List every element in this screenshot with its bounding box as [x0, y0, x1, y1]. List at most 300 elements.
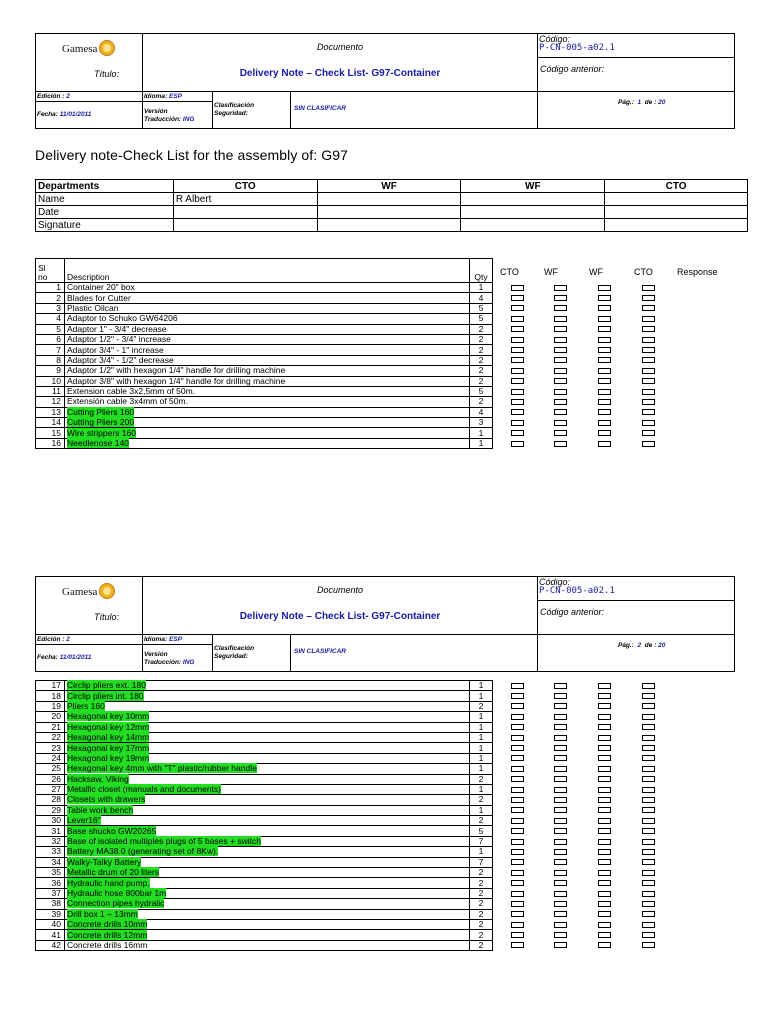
item-description [65, 428, 470, 438]
item-number: 41 [36, 930, 65, 940]
check-checkbox[interactable] [554, 901, 567, 907]
seguridad-label: Seguridad: [214, 110, 248, 117]
item-description-text: Needlenose 140 [67, 438, 129, 449]
item-qty: 1 [470, 847, 493, 857]
check-checkbox[interactable] [554, 295, 567, 301]
check-checkbox[interactable] [554, 818, 567, 824]
check-checkbox[interactable] [511, 285, 524, 291]
check-checkbox[interactable] [642, 285, 655, 291]
item-number: 40 [36, 919, 65, 929]
table-row [36, 283, 493, 293]
item-description [65, 878, 470, 888]
check-checkbox[interactable] [511, 347, 524, 353]
check-checkbox[interactable] [554, 285, 567, 291]
check-checkbox[interactable] [598, 766, 611, 772]
item-qty: 4 [470, 293, 493, 303]
check-checkbox[interactable] [554, 932, 567, 938]
check-checkbox[interactable] [642, 755, 655, 761]
item-qty: 2 [470, 930, 493, 940]
check-checkbox[interactable] [511, 797, 524, 803]
check-checkbox[interactable] [642, 337, 655, 343]
check-checkbox[interactable] [642, 357, 655, 363]
check-checkbox[interactable] [511, 880, 524, 886]
item-number: 27 [36, 784, 65, 794]
check-checkbox[interactable] [598, 797, 611, 803]
check-checkbox[interactable] [642, 714, 655, 720]
check-checkbox[interactable] [554, 766, 567, 772]
item-number: 26 [36, 774, 65, 784]
item-description [65, 324, 470, 334]
dept-cell [605, 206, 748, 219]
check-checkbox[interactable] [598, 441, 611, 447]
page-indicator: Pág.: 1 de : 20 [618, 99, 666, 106]
check-checkbox[interactable] [511, 368, 524, 374]
check-checkbox[interactable] [554, 839, 567, 845]
item-number: 36 [36, 878, 65, 888]
item-description-text: Cutting Pliers 160 [67, 406, 135, 417]
check-checkbox[interactable] [554, 703, 567, 709]
check-checkbox[interactable] [554, 368, 567, 374]
item-number: 3 [36, 303, 65, 313]
check-checkbox[interactable] [511, 430, 524, 436]
check-checkbox[interactable] [598, 399, 611, 405]
check-checkbox[interactable] [642, 880, 655, 886]
item-number: 29 [36, 805, 65, 815]
check-checkbox[interactable] [511, 818, 524, 824]
fecha-cell [36, 645, 143, 671]
check-checkbox[interactable] [642, 441, 655, 447]
check-checkbox[interactable] [511, 703, 524, 709]
check-checkbox[interactable] [511, 683, 524, 689]
check-checkbox[interactable] [554, 755, 567, 761]
table-row [36, 899, 493, 909]
check-checkbox[interactable] [642, 828, 655, 834]
clasificacion-value: SIN CLASIFICAR [294, 648, 346, 655]
check-checkbox[interactable] [554, 347, 567, 353]
check-checkbox[interactable] [642, 818, 655, 824]
check-checkbox[interactable] [554, 693, 567, 699]
check-checkbox[interactable] [598, 368, 611, 374]
dept-header: CTO [605, 180, 748, 193]
check-checkbox[interactable] [511, 420, 524, 426]
fecha-value: 11/01/2011 [59, 111, 92, 118]
idioma-value: ESP [168, 636, 182, 643]
check-checkbox[interactable] [642, 703, 655, 709]
check-checkbox[interactable] [554, 797, 567, 803]
check-checkbox[interactable] [598, 693, 611, 699]
check-checkbox[interactable] [511, 787, 524, 793]
check-checkbox[interactable] [511, 922, 524, 928]
check-checkbox[interactable] [598, 818, 611, 824]
check-checkbox[interactable] [642, 295, 655, 301]
dept-header: CTO [173, 180, 317, 193]
check-checkbox[interactable] [642, 409, 655, 415]
check-checkbox[interactable] [642, 326, 655, 332]
item-description-text: Metallic closet (manuals and documents) [67, 784, 222, 795]
item-qty: 2 [470, 899, 493, 909]
check-checkbox[interactable] [598, 316, 611, 322]
check-checkbox[interactable] [511, 755, 524, 761]
table-row [36, 324, 493, 334]
check-checkbox[interactable] [511, 316, 524, 322]
table-row [36, 732, 493, 742]
item-description-text: Cutting Pliers 200 [67, 417, 135, 428]
logo-cell [36, 577, 143, 635]
table-row [36, 407, 493, 417]
item-number: 24 [36, 753, 65, 763]
check-checkbox[interactable] [598, 285, 611, 291]
check-checkbox[interactable] [598, 409, 611, 415]
check-checkbox[interactable] [598, 942, 611, 948]
table-row [36, 345, 493, 355]
check-checkbox[interactable] [511, 932, 524, 938]
table-row [36, 386, 493, 396]
check-checkbox[interactable] [554, 859, 567, 865]
check-checkbox[interactable] [598, 430, 611, 436]
check-checkbox[interactable] [511, 745, 524, 751]
table-row [36, 857, 493, 867]
check-checkbox[interactable] [642, 849, 655, 855]
item-qty: 1 [470, 722, 493, 732]
item-description [65, 355, 470, 365]
item-description [65, 930, 470, 940]
check-checkbox[interactable] [642, 420, 655, 426]
check-checkbox[interactable] [554, 409, 567, 415]
check-checkbox[interactable] [598, 880, 611, 886]
check-checkbox[interactable] [554, 911, 567, 917]
check-checkbox[interactable] [511, 724, 524, 730]
item-number: 39 [36, 909, 65, 919]
table-row [36, 888, 493, 898]
check-checkbox[interactable] [554, 942, 567, 948]
item-qty: 2 [470, 868, 493, 878]
table-row [36, 397, 493, 407]
item-description [65, 940, 470, 950]
check-checkbox[interactable] [598, 420, 611, 426]
clasificacion-cell [213, 92, 291, 128]
check-checkbox[interactable] [554, 735, 567, 741]
check-checkbox[interactable] [554, 430, 567, 436]
check-checkbox[interactable] [554, 922, 567, 928]
table-row [36, 418, 493, 428]
traduccion-value: ING [182, 116, 195, 123]
check-checkbox[interactable] [554, 787, 567, 793]
check-checkbox[interactable] [511, 807, 524, 813]
item-qty: 1 [470, 732, 493, 742]
table-row [36, 701, 493, 711]
item-description [65, 909, 470, 919]
check-checkbox[interactable] [511, 901, 524, 907]
item-description [65, 334, 470, 344]
dept-cell [317, 219, 461, 232]
check-checkbox[interactable] [554, 316, 567, 322]
check-checkbox[interactable] [598, 891, 611, 897]
check-checkbox[interactable] [554, 776, 567, 782]
table-row [36, 878, 493, 888]
check-checkbox[interactable] [598, 755, 611, 761]
check-checkbox[interactable] [642, 378, 655, 384]
version-label: Versión [144, 651, 168, 658]
response-col-header: Response [677, 267, 718, 277]
table-row [36, 774, 493, 784]
check-checkbox[interactable] [511, 357, 524, 363]
check-checkbox[interactable] [554, 337, 567, 343]
check-checkbox[interactable] [598, 714, 611, 720]
item-qty: 2 [470, 816, 493, 826]
check-checkbox[interactable] [511, 911, 524, 917]
check-checkbox[interactable] [554, 745, 567, 751]
check-checkbox[interactable] [642, 724, 655, 730]
item-description [65, 836, 470, 846]
fecha-label: Fecha: [37, 654, 58, 661]
item-number: 34 [36, 857, 65, 867]
check-checkbox[interactable] [598, 932, 611, 938]
check-checkbox[interactable] [598, 859, 611, 865]
check-checkbox[interactable] [511, 441, 524, 447]
item-description [65, 345, 470, 355]
table-row [36, 930, 493, 940]
check-checkbox[interactable] [511, 776, 524, 782]
item-number: 9 [36, 366, 65, 376]
item-description-text: Lever16" [67, 815, 101, 826]
check-checkbox[interactable] [642, 870, 655, 876]
titulo-label: Título: [94, 612, 120, 622]
check-checkbox[interactable] [511, 399, 524, 405]
check-checkbox[interactable] [598, 735, 611, 741]
check-checkbox[interactable] [598, 295, 611, 301]
sun-logo-icon [100, 41, 114, 55]
dept-cell [173, 206, 317, 219]
item-qty: 2 [470, 334, 493, 344]
check-checkbox[interactable] [511, 839, 524, 845]
check-checkbox[interactable] [554, 357, 567, 363]
sun-logo-icon [100, 584, 114, 598]
check-checkbox[interactable] [511, 693, 524, 699]
item-description [65, 303, 470, 313]
check-checkbox[interactable] [511, 714, 524, 720]
check-checkbox[interactable] [598, 683, 611, 689]
table-row [36, 334, 493, 344]
check-checkbox[interactable] [554, 378, 567, 384]
traduccion-value: ING [182, 659, 195, 666]
check-checkbox[interactable] [598, 724, 611, 730]
version-label: Versión [144, 108, 168, 115]
item-description [65, 418, 470, 428]
check-checkbox[interactable] [554, 389, 567, 395]
item-number: 7 [36, 345, 65, 355]
item-description-text: Hydraulic hose 800bar 1m [67, 888, 167, 898]
check-checkbox[interactable] [554, 891, 567, 897]
check-checkbox[interactable] [642, 859, 655, 865]
check-checkbox[interactable] [598, 326, 611, 332]
check-checkbox[interactable] [642, 693, 655, 699]
item-number: 37 [36, 888, 65, 898]
check-checkbox[interactable] [642, 316, 655, 322]
check-checkbox[interactable] [511, 828, 524, 834]
check-checkbox[interactable] [554, 399, 567, 405]
check-checkbox[interactable] [598, 703, 611, 709]
item-number: 11 [36, 386, 65, 396]
codigo-anterior-label: Código anterior: [540, 64, 605, 74]
check-checkbox[interactable] [598, 922, 611, 928]
check-checkbox[interactable] [598, 305, 611, 311]
item-number: 8 [36, 355, 65, 365]
table-row [36, 805, 493, 815]
check-checkbox[interactable] [554, 305, 567, 311]
item-description [65, 691, 470, 701]
check-checkbox[interactable] [511, 295, 524, 301]
check-checkbox[interactable] [642, 683, 655, 689]
check-checkbox[interactable] [511, 859, 524, 865]
edicion-cell [36, 92, 143, 102]
check-checkbox[interactable] [642, 922, 655, 928]
check-checkbox[interactable] [642, 430, 655, 436]
item-description [65, 857, 470, 867]
item-number: 23 [36, 743, 65, 753]
item-number: 22 [36, 732, 65, 742]
check-checkbox[interactable] [554, 683, 567, 689]
check-checkbox[interactable] [598, 870, 611, 876]
check-checkbox[interactable] [642, 776, 655, 782]
table-row [36, 303, 493, 313]
check-checkbox[interactable] [642, 787, 655, 793]
items-table-page2 [35, 680, 493, 951]
version-cell [143, 645, 213, 671]
check-checkbox[interactable] [554, 420, 567, 426]
check-checkbox[interactable] [554, 326, 567, 332]
check-checkbox[interactable] [511, 337, 524, 343]
check-checkbox[interactable] [511, 409, 524, 415]
idioma-cell [143, 92, 213, 102]
check-checkbox[interactable] [642, 347, 655, 353]
item-qty: 1 [470, 764, 493, 774]
check-checkbox[interactable] [554, 849, 567, 855]
check-checkbox[interactable] [554, 807, 567, 813]
doc-header-page1 [35, 33, 735, 129]
check-checkbox[interactable] [511, 305, 524, 311]
check-checkbox[interactable] [511, 326, 524, 332]
item-qty: 2 [470, 888, 493, 898]
table-row [36, 438, 493, 448]
check-col-header: WF [544, 267, 558, 277]
check-checkbox[interactable] [642, 735, 655, 741]
item-description-text: Hexagonal key 10mm [67, 711, 150, 722]
table-row [36, 753, 493, 763]
check-checkbox[interactable] [598, 828, 611, 834]
check-checkbox[interactable] [642, 942, 655, 948]
check-checkbox[interactable] [511, 766, 524, 772]
check-checkbox[interactable] [598, 807, 611, 813]
item-description [65, 283, 470, 293]
item-description [65, 805, 470, 815]
item-number: 25 [36, 764, 65, 774]
item-qty: 5 [470, 826, 493, 836]
item-description-text: Hydraulic hand pump. [67, 877, 150, 888]
check-checkbox[interactable] [554, 441, 567, 447]
check-checkbox[interactable] [598, 378, 611, 384]
table-row [36, 681, 493, 691]
item-description-text: Concrete drills 10mm [67, 919, 148, 930]
check-col-header: CTO [634, 267, 653, 277]
check-checkbox[interactable] [554, 828, 567, 834]
check-checkbox[interactable] [642, 389, 655, 395]
check-checkbox[interactable] [598, 357, 611, 363]
item-description [65, 868, 470, 878]
version-cell [143, 102, 213, 128]
check-checkbox[interactable] [554, 714, 567, 720]
check-checkbox[interactable] [642, 766, 655, 772]
item-number: 35 [36, 868, 65, 878]
item-number: 32 [36, 836, 65, 846]
check-checkbox[interactable] [642, 839, 655, 845]
edicion-value: 2 [66, 93, 70, 100]
check-checkbox[interactable] [511, 378, 524, 384]
check-checkbox[interactable] [511, 942, 524, 948]
check-checkbox[interactable] [598, 389, 611, 395]
item-qty: 2 [470, 701, 493, 711]
item-description-text: Pliers 160 [67, 700, 105, 711]
check-checkbox[interactable] [642, 901, 655, 907]
check-checkbox[interactable] [511, 389, 524, 395]
item-number: 6 [36, 334, 65, 344]
check-checkbox[interactable] [642, 797, 655, 803]
check-checkbox[interactable] [598, 347, 611, 353]
check-checkbox[interactable] [554, 870, 567, 876]
check-checkbox[interactable] [598, 839, 611, 845]
check-checkbox[interactable] [598, 337, 611, 343]
check-checkbox[interactable] [642, 399, 655, 405]
check-checkbox[interactable] [554, 880, 567, 886]
item-description [65, 712, 470, 722]
item-qty: 2 [470, 795, 493, 805]
check-checkbox[interactable] [511, 849, 524, 855]
codigo-value: P-CN-005-a02.1 [539, 586, 615, 596]
check-checkbox[interactable] [642, 305, 655, 311]
check-checkbox[interactable] [511, 891, 524, 897]
item-description-text: Table work bench [67, 804, 134, 815]
check-checkbox[interactable] [598, 849, 611, 855]
check-checkbox[interactable] [642, 368, 655, 374]
check-checkbox[interactable] [642, 807, 655, 813]
check-checkbox[interactable] [598, 901, 611, 907]
item-number: 30 [36, 816, 65, 826]
dept-cell [317, 193, 461, 206]
item-description-text: Adaptor 1/2" - 3/4" increase [67, 334, 171, 345]
table-row [36, 816, 493, 826]
check-checkbox[interactable] [511, 735, 524, 741]
check-checkbox[interactable] [554, 724, 567, 730]
item-description [65, 774, 470, 784]
check-checkbox[interactable] [642, 911, 655, 917]
check-checkbox[interactable] [511, 870, 524, 876]
check-checkbox[interactable] [598, 911, 611, 917]
dept-cell [461, 193, 605, 206]
item-description [65, 386, 470, 396]
doc-cell [143, 577, 538, 635]
check-checkbox[interactable] [642, 891, 655, 897]
item-qty: 2 [470, 324, 493, 334]
check-checkbox[interactable] [598, 787, 611, 793]
departments-table [35, 179, 748, 232]
check-checkbox[interactable] [598, 745, 611, 751]
fecha-label: Fecha: [37, 111, 58, 118]
check-checkbox[interactable] [642, 932, 655, 938]
item-description [65, 366, 470, 376]
check-checkbox[interactable] [598, 776, 611, 782]
item-qty: 7 [470, 857, 493, 867]
dept-header: Departments [36, 180, 174, 193]
check-checkbox[interactable] [642, 745, 655, 751]
